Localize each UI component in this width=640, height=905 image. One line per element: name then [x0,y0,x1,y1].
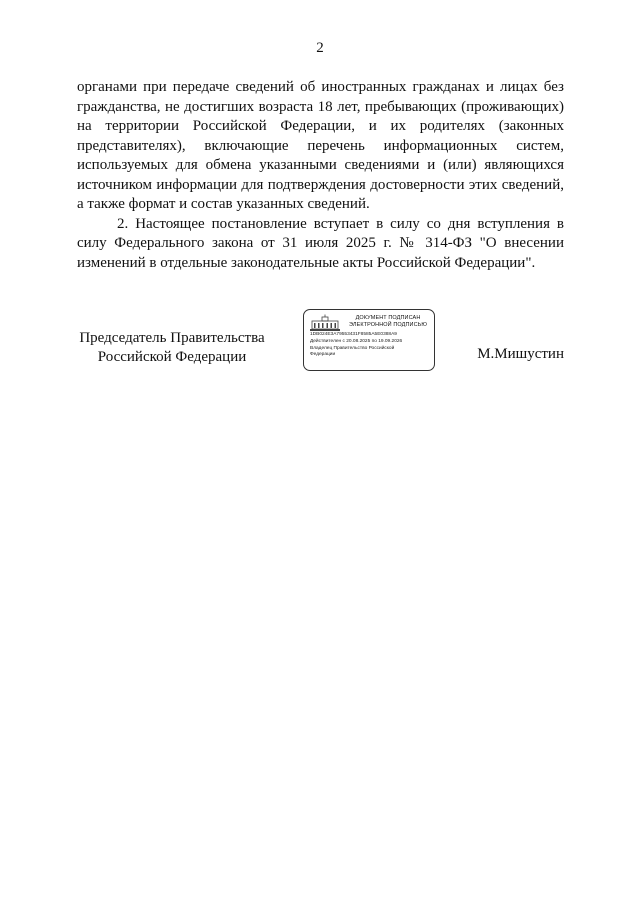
signer-name: М.Мишустин [477,346,564,362]
stamp-title-line-2: ЭЛЕКТРОННОЙ ПОДПИСЬЮ [348,322,428,328]
stamp-validity: Действителен с 20.08.2025 по 19.09.2026 [310,338,403,344]
stamp-title [344,315,432,329]
page-number: 2 [316,40,324,56]
signer-position-line-1: Председатель Правительства [79,330,265,346]
signer-position-line-2: Российской Федерации [97,349,247,365]
signature-block [77,309,564,375]
stamp-certificate: 1DB024E3A79553431F8585A5E0388A9 [310,332,397,337]
paragraph-continuation: органами при передаче сведений об иностранных гражданах и лицах без гражданства, не достигших возраста 18 лет, пребывающих (проживающих) на территории Российской Федерации, и их родителях (законных представителях), включающие перечень информационных систем, используемых для обмена указанными сведениями и (или) являющихся источником информации для подтверждения достоверности этих сведений, а также формат и состав указанных сведений. [77,79,564,212]
document-body [77,78,564,273]
stamp-owner-line-1: Владелец Правительство Российской [310,345,395,351]
electronic-signature-stamp [303,309,435,371]
stamp-title-line-1: ДОКУМЕНТ ПОДПИСАН [355,315,421,321]
paragraph-clause-2: 2. Настоящее постановление вступает в силу со дня вступления в силу Федерального закона от 31 июля 2025 г. № 314-ФЗ "О внесении изменений в отдельные законодательные акты Российской Федерации". [77,215,564,271]
signer-position [77,329,267,367]
government-building-icon [309,314,341,332]
stamp-details [310,332,432,359]
stamp-owner-line-2: Федерации [310,352,336,358]
